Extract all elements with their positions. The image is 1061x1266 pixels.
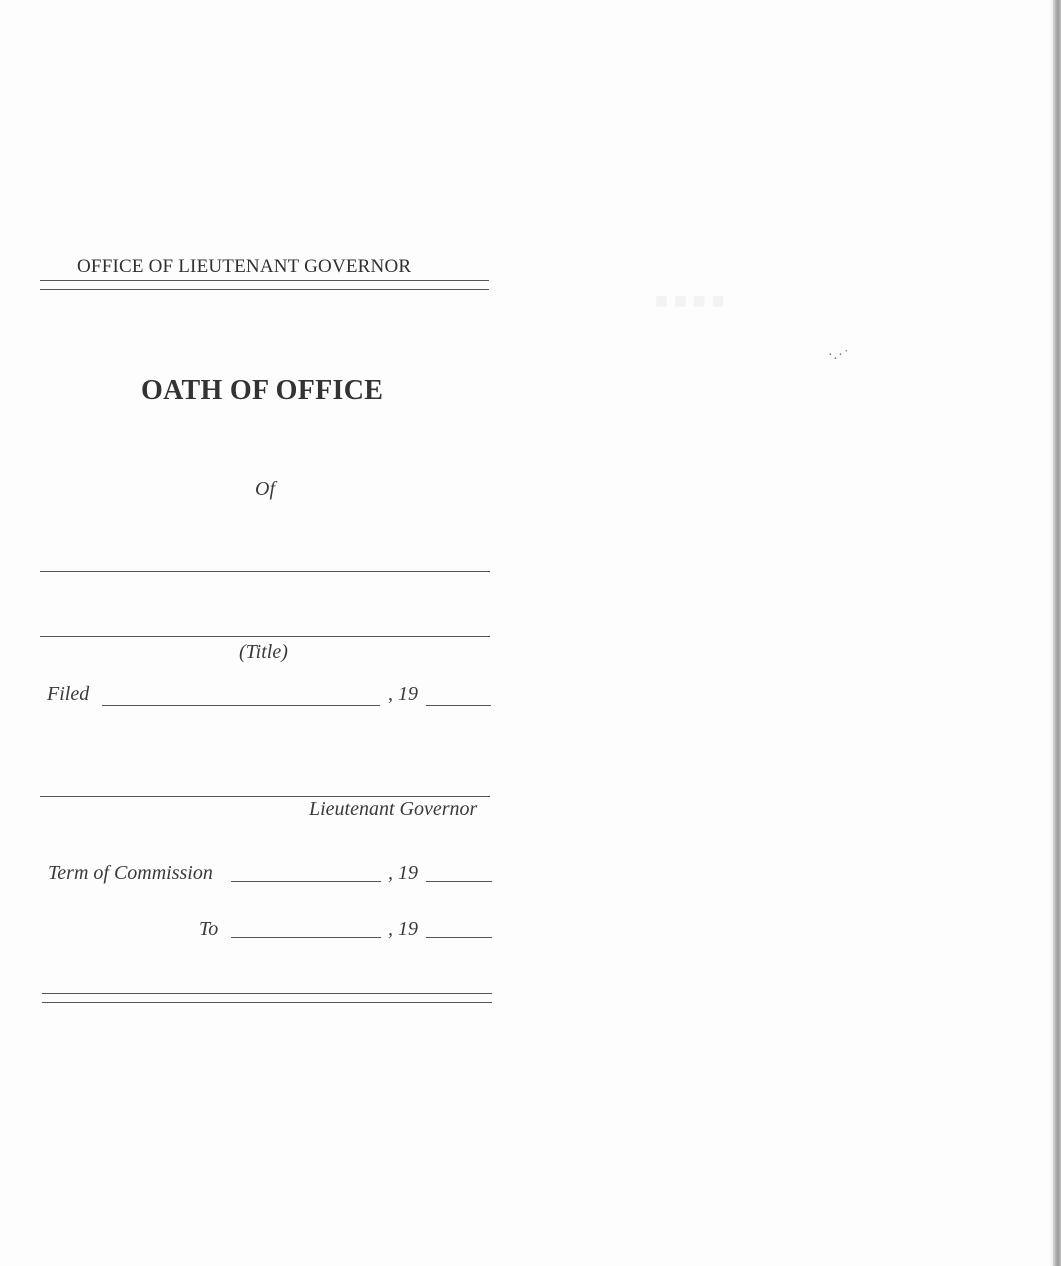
filed-label: Filed: [47, 683, 90, 705]
title-caption: (Title): [239, 641, 288, 663]
title-line[interactable]: [40, 636, 490, 637]
footer-rule-top: [42, 993, 492, 994]
term-from-date-line[interactable]: [231, 881, 381, 882]
footer-rule-bottom: [42, 1002, 492, 1003]
term-label: Term of Commission: [48, 862, 213, 884]
office-heading: OFFICE OF LIEUTENANT GOVERNOR: [77, 256, 412, 277]
filed-year-line[interactable]: [426, 705, 491, 706]
term-to-date-line[interactable]: [231, 937, 381, 938]
heading-rule-bottom: [40, 289, 489, 290]
signature-line[interactable]: [40, 796, 490, 797]
speck-marks: ·.·˙: [828, 348, 850, 363]
of-label: Of: [255, 478, 275, 500]
filed-year-prefix: , 19: [388, 683, 418, 705]
term-from-year-line[interactable]: [426, 881, 492, 882]
name-line[interactable]: [40, 571, 490, 572]
term-from-year-prefix: , 19: [388, 862, 418, 884]
document-title: OATH OF OFFICE: [141, 375, 384, 406]
scan-edge-strip: [1053, 0, 1061, 1266]
term-to-year-prefix: , 19: [388, 918, 418, 940]
bleed-through-text-1: [655, 288, 725, 314]
to-label: To: [199, 918, 219, 940]
filed-date-line[interactable]: [102, 705, 380, 706]
term-to-year-line[interactable]: [426, 937, 492, 938]
heading-rule-top: [40, 280, 489, 281]
signature-caption: Lieutenant Governor: [309, 798, 478, 820]
